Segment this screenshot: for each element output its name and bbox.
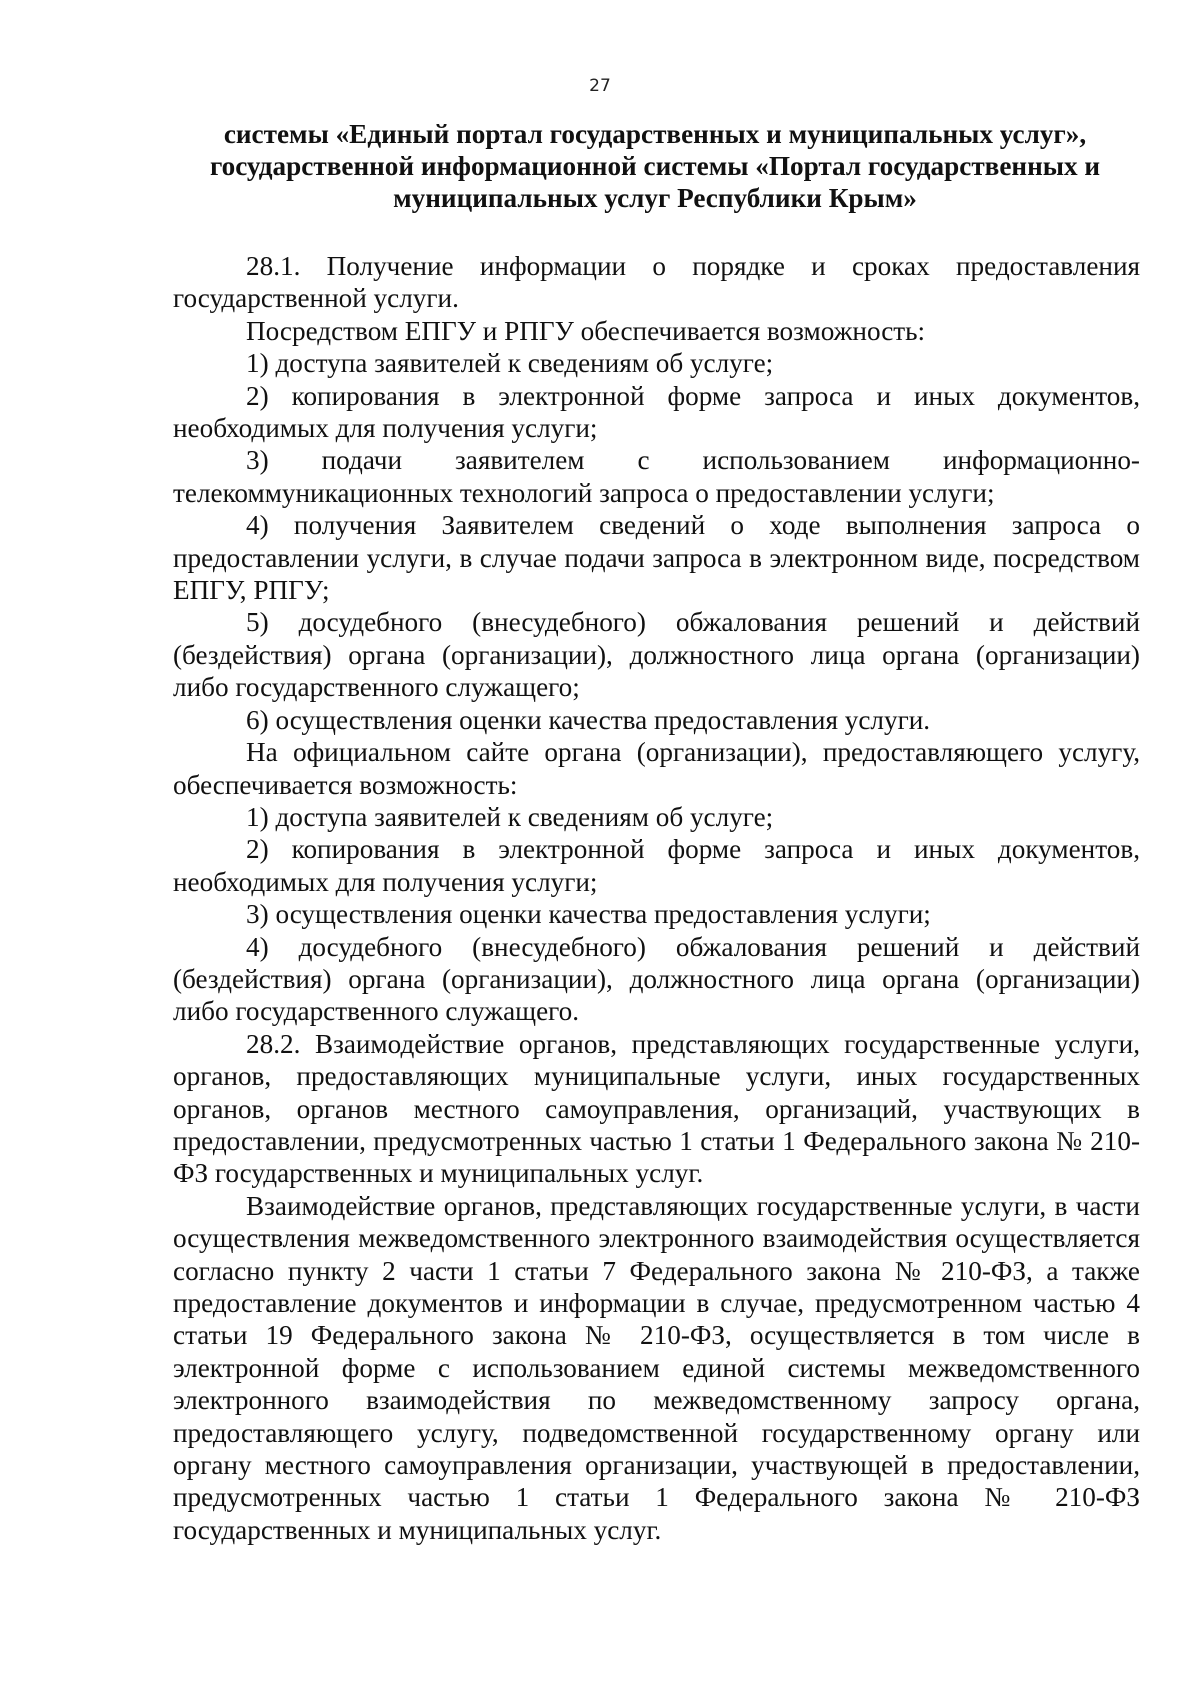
list-item: 5) досудебного (внесудебного) обжалования решений и действий (бездействия) органа (организации), должностного лица органа (организации) либо государственного служащего; [173, 607, 1140, 703]
list-item: 1) доступа заявителей к сведениям об услуге; [246, 801, 774, 832]
page-number: 27 [589, 76, 611, 96]
list-item: 1) доступа заявителей к сведениям об услуге; [246, 348, 774, 379]
list-item: 3) осуществления оценки качества предоставления услуги; [246, 899, 931, 930]
list-item: 4) досудебного (внесудебного) обжалования решений и действий (бездействия) органа (организации), должностного лица органа (организации) либо государственного служащего. [173, 931, 1140, 1027]
heading-line: государственной информационной системы «Портал государственных и [209, 151, 1101, 181]
list-item: 6) осуществления оценки качества предоставления услуги. [246, 704, 931, 735]
list-item: 4) получения Заявителем сведений о ходе выполнения запроса о предоставлении услуги, в случае подачи запроса в электронном виде, посредством ЕПГУ, РПГУ; [173, 510, 1140, 606]
list-item: 2) копирования в электронной форме запроса и иных документов, необходимых для получения услуги; [173, 380, 1140, 444]
paragraph-interaction: Взаимодействие органов, представляющих государственные услуги, в части осуществления межведомственного электронного взаимодействия осуществляется согласно пункту 2 части 1 статьи 7 Федерального закона № 210-ФЗ, а также предоставление документов и информации в случае, предусмотренном частью 4 статьи 19 Федерального закона № 210-ФЗ, осуществляется в том числе в электронной форме с использованием единой системы межведомственного электронного взаимодействия по межведомственному запросу органа, предоставляющего услугу, подведомственной государственному органу или органу местного самоуправления организации, участвующей в предоставлении, предусмотренных частью 1 статьи 1 Федерального закона № 210-ФЗ государственных и муниципальных услуг. [173, 1190, 1140, 1545]
heading-line: системы «Единый портал государственных и муниципальных услуг», [223, 119, 1087, 149]
list-item: 2) копирования в электронной форме запроса и иных документов, необходимых для получения услуги; [173, 834, 1140, 897]
paragraph-epgu-intro: Посредством ЕПГУ и РПГУ обеспечивается возможность: [246, 315, 926, 346]
paragraph-28-2: 28.2. Взаимодействие органов, представляющих государственные услуги, органов, предоставляющих муниципальные услуги, иных государственных органов, органов местного самоуправления, организаций, участвующих в предоставлении, предусмотренных частью 1 статьи 1 Федерального закона № 210-ФЗ государственных и муниципальных услуг. [173, 1028, 1140, 1189]
list-item: 3) подачи заявителем с использованием информационно-телекоммуникационных технологий запроса о предоставлении услуги; [173, 445, 1140, 508]
paragraph-site-intro: На официальном сайте органа (организации), предоставляющего услугу, обеспечивается возможность: [173, 737, 1140, 800]
heading-line: муниципальных услуг Республики Крым» [393, 183, 917, 213]
paragraph-28-1: 28.1. Получение информации о порядке и сроках предоставления государственной услуги. [173, 251, 1140, 314]
document-body [173, 250, 1140, 1546]
section-heading [170, 118, 1140, 214]
